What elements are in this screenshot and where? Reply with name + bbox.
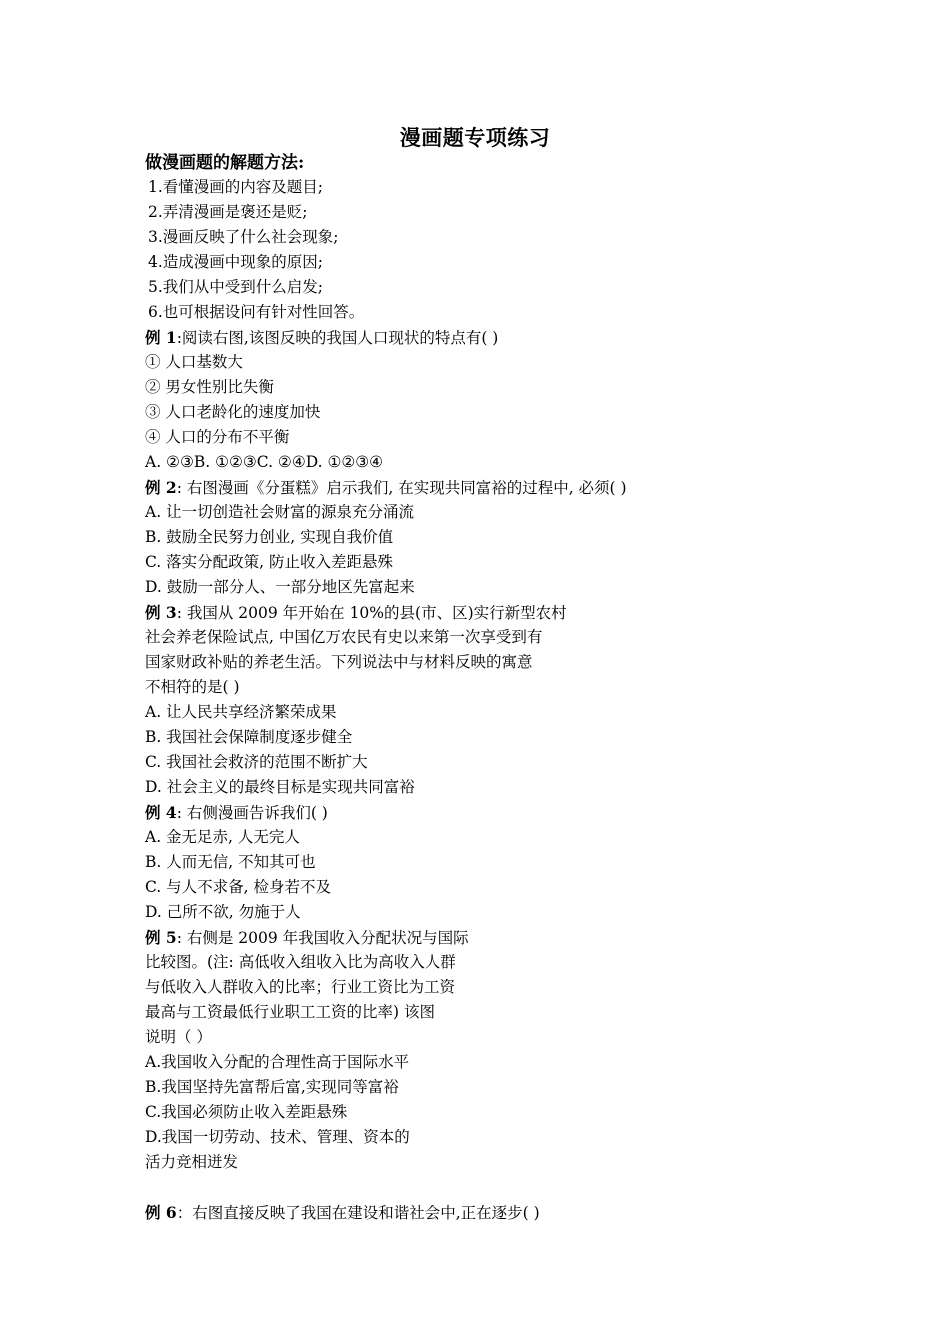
example-5-question-line: 与低收入人群收入的比率；行业工资比为工资 bbox=[145, 978, 456, 996]
example-2-option: A. 让一切创造社会财富的源泉充分涌流 bbox=[145, 503, 415, 521]
method-step: 4.造成漫画中现象的原因; bbox=[148, 253, 324, 271]
method-step: 3.漫画反映了什么社会现象; bbox=[148, 228, 339, 246]
example-3-option: C. 我国社会救济的范围不断扩大 bbox=[145, 753, 368, 771]
method-step: 2.弄清漫画是褒还是贬; bbox=[148, 203, 308, 221]
method-step: 1.看懂漫画的内容及题目; bbox=[148, 178, 324, 196]
example-3-option: D. 社会主义的最终目标是实现共同富裕 bbox=[145, 778, 415, 796]
example-4-question: 例 4: 右侧漫画告诉我们( ) bbox=[145, 803, 328, 822]
blank-line bbox=[145, 1175, 845, 1200]
page-title: 漫画题专项练习 bbox=[399, 125, 551, 150]
example-4-option: C. 与人不求备, 检身若不及 bbox=[145, 878, 332, 896]
example-3-question-line: 社会养老保险试点, 中国亿万农民有史以来第一次享受到有 bbox=[145, 628, 543, 646]
example-label: 例 1 bbox=[145, 328, 177, 347]
example-3-option: B. 我国社会保障制度逐步健全 bbox=[145, 728, 353, 746]
example-4-option: A. 金无足赤, 人无完人 bbox=[145, 828, 300, 846]
example-3-question-line: 国家财政补贴的养老生活。下列说法中与材料反映的寓意 bbox=[145, 653, 533, 671]
method-step: 5.我们从中受到什么启发; bbox=[148, 278, 324, 296]
example-label: 例 2 bbox=[145, 478, 177, 497]
example-label: 例 5 bbox=[145, 928, 177, 947]
example-label: 例 4 bbox=[145, 803, 177, 822]
example-3-question: 例 3: 我国从 2009 年开始在 10%的县(市、区)实行新型农村 bbox=[145, 603, 567, 622]
example-5-question-line: 最高与工资最低行业职工工资的比率) 该图 bbox=[145, 1003, 435, 1021]
example-5-option: B.我国坚持先富帮后富,实现同等富裕 bbox=[145, 1078, 399, 1096]
example-3-question-line: 不相符的是( ) bbox=[145, 678, 240, 696]
document-body bbox=[145, 151, 845, 1225]
example-5-question-line: 比较图。(注: 高低收入组收入比为高收入人群 bbox=[145, 953, 456, 971]
example-5-question-line: 说明（ ） bbox=[145, 1028, 212, 1046]
example-1-item: ② 男女性别比失衡 bbox=[145, 378, 274, 396]
example-3-option: A. 让人民共享经济繁荣成果 bbox=[145, 703, 337, 721]
example-label: 例 3 bbox=[145, 603, 177, 622]
example-6-question: 例 6：右图直接反映了我国在建设和谐社会中,正在逐步( ) bbox=[145, 1203, 540, 1222]
example-2-option: D. 鼓励一部分人、一部分地区先富起来 bbox=[145, 578, 415, 596]
method-step: 6.也可根据设问有针对性回答。 bbox=[148, 303, 365, 321]
example-5-option: A.我国收入分配的合理性高于国际水平 bbox=[145, 1053, 410, 1071]
example-1-answers: A. ②③B. ①②③C. ②④D. ①②③④ bbox=[145, 453, 384, 471]
example-5-question: 例 5: 右侧是 2009 年我国收入分配状况与国际 bbox=[145, 928, 469, 947]
example-1-item: ④ 人口的分布不平衡 bbox=[145, 428, 290, 446]
example-label: 例 6 bbox=[145, 1203, 177, 1222]
example-1-item: ① 人口基数大 bbox=[145, 353, 243, 371]
example-4-option: B. 人而无信, 不知其可也 bbox=[145, 853, 316, 871]
example-1-item: ③ 人口老龄化的速度加快 bbox=[145, 403, 321, 421]
example-5-option: D.我国一切劳动、技术、管理、资本的 bbox=[145, 1128, 410, 1146]
example-5-option: C.我国必须防止收入差距悬殊 bbox=[145, 1103, 348, 1121]
method-heading: 做漫画题的解题方法: bbox=[145, 153, 305, 173]
example-5-option: 活力竞相迸发 bbox=[145, 1153, 239, 1171]
example-4-option: D. 己所不欲, 勿施于人 bbox=[145, 903, 301, 921]
example-2-question: 例 2: 右图漫画《分蛋糕》启示我们, 在实现共同富裕的过程中, 必须( ) bbox=[145, 478, 627, 497]
example-1-question: 例 1:阅读右图,该图反映的我国人口现状的特点有( ) bbox=[145, 328, 499, 347]
example-2-option: B. 鼓励全民努力创业, 实现自我价值 bbox=[145, 528, 394, 546]
example-2-option: C. 落实分配政策, 防止收入差距悬殊 bbox=[145, 553, 394, 571]
